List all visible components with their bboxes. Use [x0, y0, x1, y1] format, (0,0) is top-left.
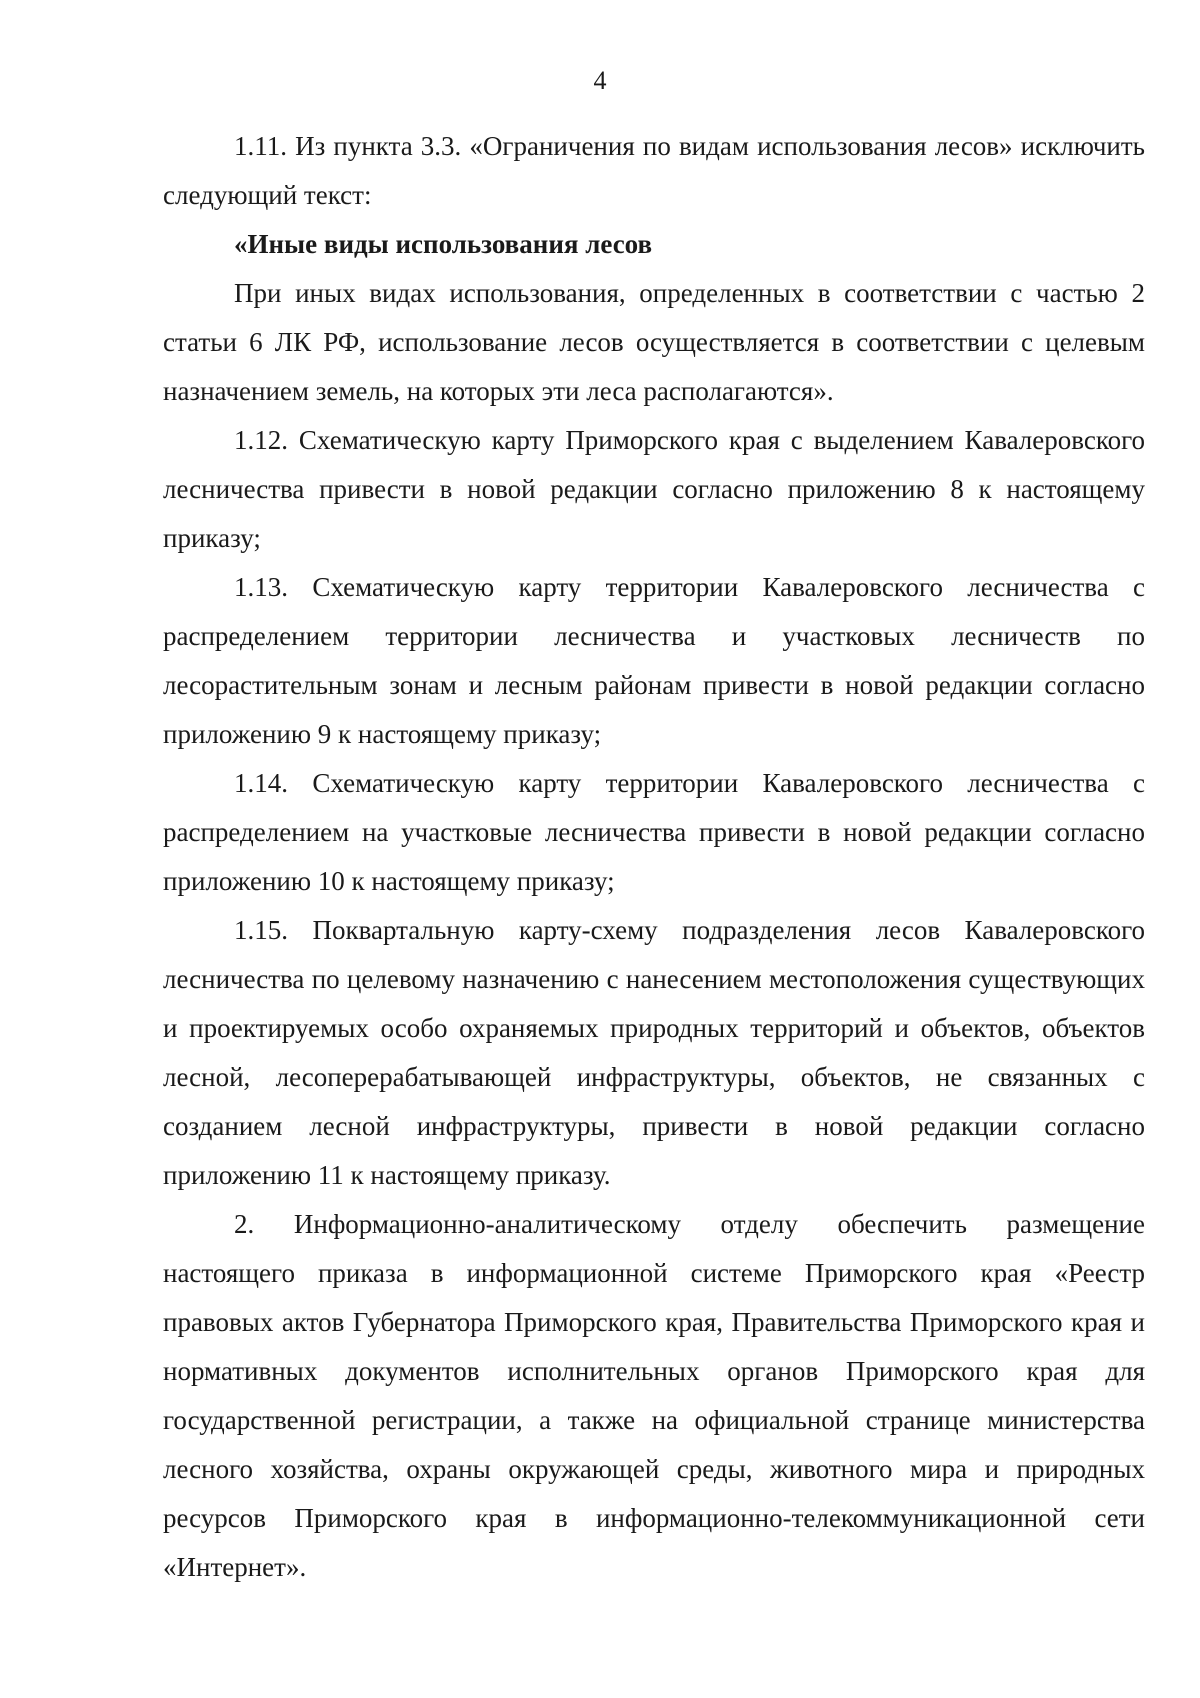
paragraph-p-1-11: 1.11. Из пункта 3.3. «Ограничения по видам использования лесов» исключить следующий текст: — [163, 131, 1145, 210]
paragraph-p-1-12: 1.12. Схематическую карту Приморского края с выделением Кавалеровского лесничества привести в новой редакции согласно приложению 8 к настоящему приказу; — [163, 425, 1145, 553]
paragraph-p-2: 2. Информационно-аналитическому отделу обеспечить размещение настоящего приказа в информационной системе Приморского края «Реестр правовых актов Губернатора Приморского края, Правительства Приморского края и нормативных документов исполнительных органов Приморского края для государственной регистрации, а также на официальной странице министерства лесного хозяйства, охраны окружающей среды, животного мира и природных ресурсов Приморского края в информационно-телекоммуникационной сети «Интернет». — [163, 1209, 1145, 1582]
document-body — [163, 122, 1145, 1592]
paragraph-p-1-15: 1.15. Поквартальную карту-схему подразделения лесов Кавалеровского лесничества по целевому назначению с нанесением местоположения существующих и проектируемых особо охраняемых природных территорий и объектов, объектов лесной, лесоперерабатывающей инфраструктуры, объектов, не связанных с созданием лесной инфраструктуры, привести в новой редакции согласно приложению 11 к настоящему приказу. — [163, 915, 1145, 1190]
paragraph-p-1-14: 1.14. Схематическую карту территории Кавалеровского лесничества с распределением на участковые лесничества привести в новой редакции согласно приложению 10 к настоящему приказу; — [163, 768, 1145, 896]
paragraph-p-quote: При иных видах использования, определенных в соответствии с частью 2 статьи 6 ЛК РФ, использование лесов осуществляется в соответствии с целевым назначением земель, на которых эти леса располагаются». — [163, 278, 1145, 406]
paragraph-p-heading: «Иные виды использования лесов — [234, 229, 653, 259]
paragraph-p-1-13: 1.13. Схематическую карту территории Кавалеровского лесничества с распределением территории лесничества и участковых лесничеств по лесорастительным зонам и лесным районам привести в новой редакции согласно приложению 9 к настоящему приказу; — [163, 572, 1145, 749]
page-number: 4 — [593, 66, 607, 95]
